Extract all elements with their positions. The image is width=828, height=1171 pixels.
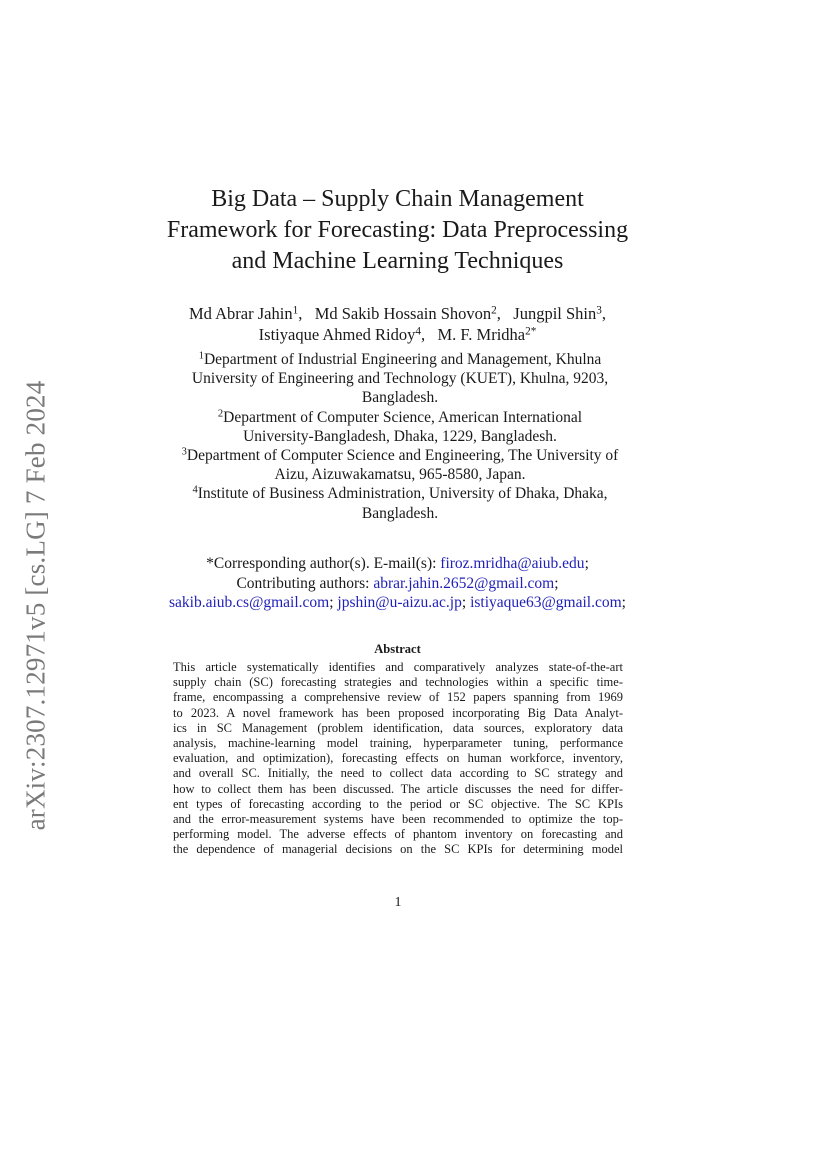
title-line: and Machine Learning Techniques — [231, 248, 564, 274]
abstract-line: analysis, machine-learning model training, hyperparameter tuning, performance — [173, 736, 623, 751]
author-affiliation-mark: 3 — [596, 304, 602, 317]
abstract-line: ics in SC Management (problem identification, data sources, exploratory data — [173, 720, 623, 735]
corresponding-label: *Corresponding author(s). E-mail(s): — [206, 555, 437, 572]
author-affiliation-mark: 1 — [292, 304, 299, 317]
abstract-line: performing model. The adverse effects of phantom inventory on forecasting and — [173, 827, 623, 842]
affiliation-line: $^3$Department of Computer Science and Engineering, The University of — [181, 446, 619, 465]
affiliation-line: Bangladesh. — [361, 389, 439, 407]
contributing-label: Contributing authors: — [236, 574, 370, 592]
abstract-line: ent types of forecasting according to the period or SC objective. The SC KPIs — [173, 796, 623, 811]
title-line: Big Data – Supply Chain Management — [211, 186, 584, 212]
affiliation-line: University of Engineering and Technology (KUET), Khulna, 9203, — [191, 370, 609, 388]
affiliation-mark: 4 — [192, 485, 198, 497]
author-list: Md Abrar Jahin$^1$, Md Sakib Hossain Shovon$^2$, Jungpil Shin$^3$, Istiyaque Ahmed Ridoy$^4$, M. F. Mridha$^{2*}$ — [189, 304, 606, 344]
title-line: Framework for Forecasting: Data Preprocessing — [166, 217, 629, 243]
affiliation-mark: 2 — [217, 408, 224, 420]
affiliation-mark: 3 — [181, 446, 187, 458]
abstract-line: to 2023. A novel framework has been proposed incorporating Big Data Analyt- — [173, 705, 623, 720]
affiliation-line: Bangladesh. — [361, 504, 439, 522]
author-name: Md Abrar Jahin — [189, 304, 293, 323]
abstract-line: and overall SC. Initially, the need to collect data according to SC strategy and — [173, 766, 623, 781]
corresponding-email-link[interactable]: firoz.mridha@aiub.edu — [440, 555, 585, 572]
correspondence-block: *Corresponding author(s). E-mail(s): firoz.mridha@aiub.edu; Contributing authors: abrar.jahin.2652@gmail.com; sakib.aiub.cs@gmail.com; jpshin@u-aizu.ac.jp; istiyaque63@gmail.com; — [169, 555, 626, 611]
page-number: 1 — [394, 895, 402, 910]
affiliation-list — [150, 350, 650, 523]
affiliation-mark: 1 — [198, 350, 204, 362]
author-affiliation-mark: 2* — [525, 325, 537, 338]
affiliation-line: University-Bangladesh, Dhaka, 1229, Bangladesh. — [243, 427, 557, 445]
paper-title — [120, 184, 675, 277]
affiliation-line: $^2$Department of Computer Science, American International — [217, 408, 583, 426]
author-name: Istiyaque Ahmed Ridoy — [258, 325, 416, 344]
author-name: M. F. Mridha — [437, 325, 526, 344]
affiliation-line: $^4$Institute of Business Administration, University of Dhaka, Dhaka, — [192, 485, 608, 503]
author-email-link[interactable]: jpshin@u-aizu.ac.jp — [337, 594, 462, 611]
abstract-text — [173, 660, 623, 858]
abstract-line: frame, encompassing a comprehensive review of 152 papers spanning from 1969 — [173, 690, 623, 705]
author-email-link[interactable]: istiyaque63@gmail.com — [470, 594, 622, 611]
abstract-line: This article systematically identifies and comparatively analyzes state-of-the-art — [173, 660, 623, 674]
author-affiliation-mark: 4 — [415, 325, 421, 338]
arxiv-identifier — [4, 370, 68, 840]
abstract-line: the dependence of managerial decisions on the SC KPIs for determining model — [173, 842, 623, 857]
author-email-link[interactable]: abrar.jahin.2652@gmail.com — [373, 574, 555, 592]
abstract-heading: Abstract — [374, 642, 421, 656]
abstract-line: how to collect them has been discussed. The article discusses the need for differ- — [173, 781, 623, 796]
abstract-line: supply chain (SC) forecasting strategies and technologies within a specific time- — [173, 675, 623, 690]
abstract-line: and the error-measurement systems have been recommended to optimize the top- — [173, 812, 623, 827]
author-affiliation-mark: 2 — [491, 304, 497, 317]
abstract-line: evaluation, and optimization), forecasting effects on human workforce, inventory, — [173, 751, 623, 766]
affiliation-line: Aizu, Aizuwakamatsu, 965-8580, Japan. — [274, 466, 526, 484]
arxiv-identifier-text: arXiv:2307.12971v5 [cs.LG] 7 Feb 2024 — [20, 380, 51, 830]
author-name: Jungpil Shin — [513, 304, 597, 323]
affiliation-line: $^1$Department of Industrial Engineering and Management, Khulna — [198, 350, 602, 368]
author-name: Md Sakib Hossain Shovon — [314, 304, 492, 323]
author-email-link[interactable]: sakib.aiub.cs@gmail.com — [169, 594, 330, 611]
